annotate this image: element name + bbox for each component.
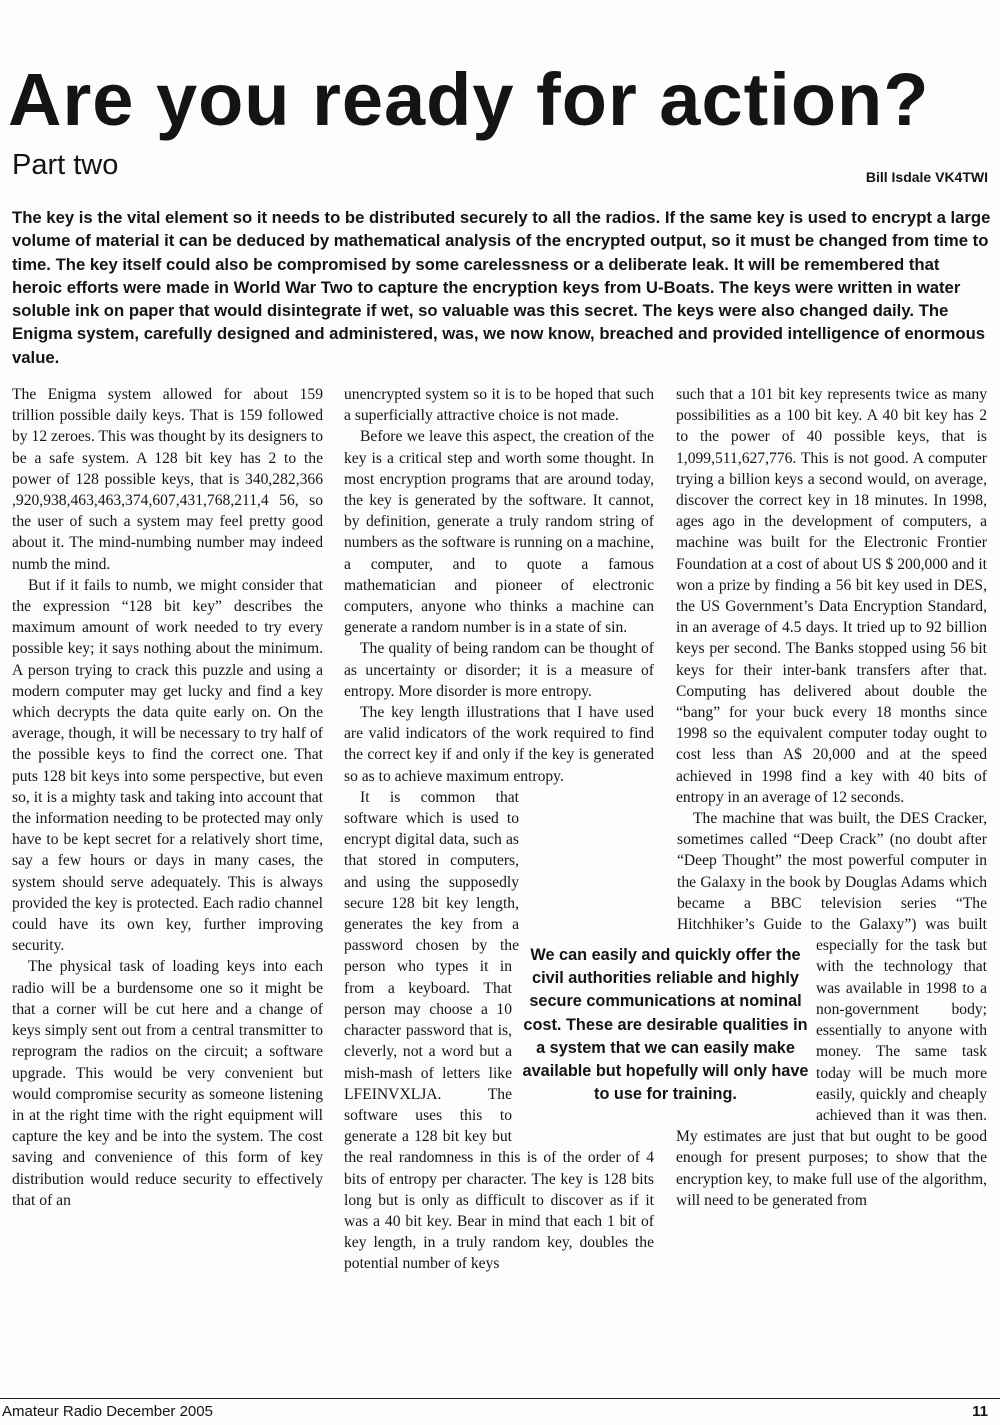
pull-quote: We can easily and quickly offer the civil authorities reliable and highly secure communications at nominal cost. These are desirable qualities in a system that we can easily make available but hopefully will only have to use for training.	[522, 946, 809, 1104]
body-column-1	[12, 384, 323, 1211]
article-author: Bill Isdale VK4TWI	[865, 169, 988, 185]
paragraph: Before we leave this aspect, the creation of the key is a critical step and worth some thought. In most encryption programs that are around today, the key is generated by the software. It cannot, by definition, generate a truly random string of numbers as the software is running on a machine, a computer, and to quote a famous mathematician and pioneer of electronic computers, anyone who thinks a machine can generate a random number is in a state of sin.	[344, 428, 654, 637]
page-number: 11	[972, 1403, 988, 1420]
paragraph: The physical task of loading keys into each radio will be a burdensome one so it might be that a corner will be cut here and a change of keys simply sent out from a central transmitter to reprogram the radios on the circuit; a software upgrade. This would be very convenient but would compromise security as someone listening in at the right time with the right equipment will capture the key and be into the system. The cost saving and convenience of this form of key distribution would reduce security to effectively that of an	[12, 958, 323, 1209]
article-intro: The key is the vital element so it needs to be distributed securely to all the radios. If the same key is used to encrypt a large volume of material it can be deduced by mathematical analysis of the encrypted output, so it must be changed from time to time. The key itself could also be compromised by some carelessness or a deliberate leak. It will be remembered that heroic efforts were made in World War Two to capture the encryption keys from U-Boats. The keys were written in water soluble ink on paper that would disintegrate if wet, so valuable was this secret. The keys were also changed daily. The Enigma system, carefully designed and administered, was, we now know, breached and provided intelligence of enormous value.	[12, 208, 991, 367]
paragraph: such that a 101 bit key represents twice as many possibilities as a 100 bit key. A 40 bit key has 2 to the power of 40 possible keys, that is 1,099,511,627,776. This is not good. A computer trying a billion keys a second would, on average, discover the correct key in 18 minutes. In 1998, ages ago in the development of computers, a machine was built for the Electronic Frontier Foundation at a cost of about US $ 200,000 and it won a prize by finding a 56 bit key used in DES, the US Government’s Data Encryption Standard, in an average of 4.5 days. It tried up to 92 billion keys per second. The Banks stopped using 56 bit keys for their inter-bank transfers after that. Computing has delivered about double the “bang” for your buck every 18 months since 1998 so the equivalent computer today ought to cost less than A$ 20,000 and at the speed achieved in 1998 find a key with 40 bits of entropy in an average of 12 seconds.	[676, 386, 987, 806]
footer-publication: Amateur Radio December 2005	[2, 1403, 213, 1420]
footer-rule	[0, 1398, 1000, 1399]
paragraph: The machine that was built, the DES Cracker, sometimes called “Deep Crack” (no doubt after “Deep Thought” the most powerful computer in the Galaxy in the book by Douglas Adams which became a BBC television series “The Hitchhiker’s Guide to the Galaxy”) was built especially for the task but with the technology that was available in 1998 to a non-government body; essentially to anyone with money. The same task today will be much more easily, quickly and cheaply achieved than it was then. My estimates are just that but ought to be good enough for present purposes; to show that the encryption key, to make full use of the algorithm, will need to be generated from	[676, 810, 987, 1209]
paragraph: The Enigma system allowed for about 159 trillion possible daily keys. That is 159 followed by 12 zeroes. This was thought by its designers to be a safe system. A 128 bit key has 2 to the power of 128 possible keys, that is 340,282,366 ,920,938,463,463,374,607,431,768,211,4 56, so the user of such a system may feel pretty good about it. The mind-numbing number may indeed numb the mind.	[12, 386, 323, 573]
paragraph: The key length illustrations that I have used are valid indicators of the work required to find the correct key if and only if the key is generated so as to achieve maximum entropy.	[344, 704, 654, 785]
article-subtitle: Part two	[12, 149, 119, 181]
paragraph: unencrypted system so it is to be hoped that such a superficially attractive choice is not made.	[344, 386, 654, 425]
body-column-2	[344, 384, 654, 1275]
article-title: Are you ready for action?	[8, 58, 930, 141]
paragraph: It is common that software which is used to encrypt digital data, such as that stored in computers, and using the supposedly secure 128 bit key length, generates the key from a password chosen by the person who types it in from a keyboard. That person may choose a 10 character password that is, cleverly, not a word but a mish-mash of letters like LFEINVXLJA. The software uses this to generate a 128 bit key but the real randomness in this is of the order of 4 bits of entropy per character. The key is 128 bits long but is only as difficult to discover as if it was a 40 bit key. Bear in mind that each 1 bit of key length, in a truly random key, doubles the potential number of keys	[344, 788, 654, 1273]
paragraph: But if it fails to numb, we might consider that the expression “128 bit key” describes the maximum amount of work needed to try every possible key; it says nothing about the minimum. A person trying to crack this puzzle and using a modern computer may get lucky and find a key which decrypts the data quite early on. On the average, though, it will be necessary to try half of the possible keys to find the correct one. That puts 128 bit keys into some perspective, but even so, it is a mighty task and taking into account that the information needing to be protected may only have to be kept secret for a relatively short time, say a few hours or days in many cases, the system should serve adequately. This is always provided the key is protected. Each radio channel could have its own key, further improving security.	[12, 576, 323, 955]
paragraph: The quality of being random can be thought of as uncertainty or disorder; it is a measure of entropy. More disorder is more entropy.	[344, 640, 654, 700]
